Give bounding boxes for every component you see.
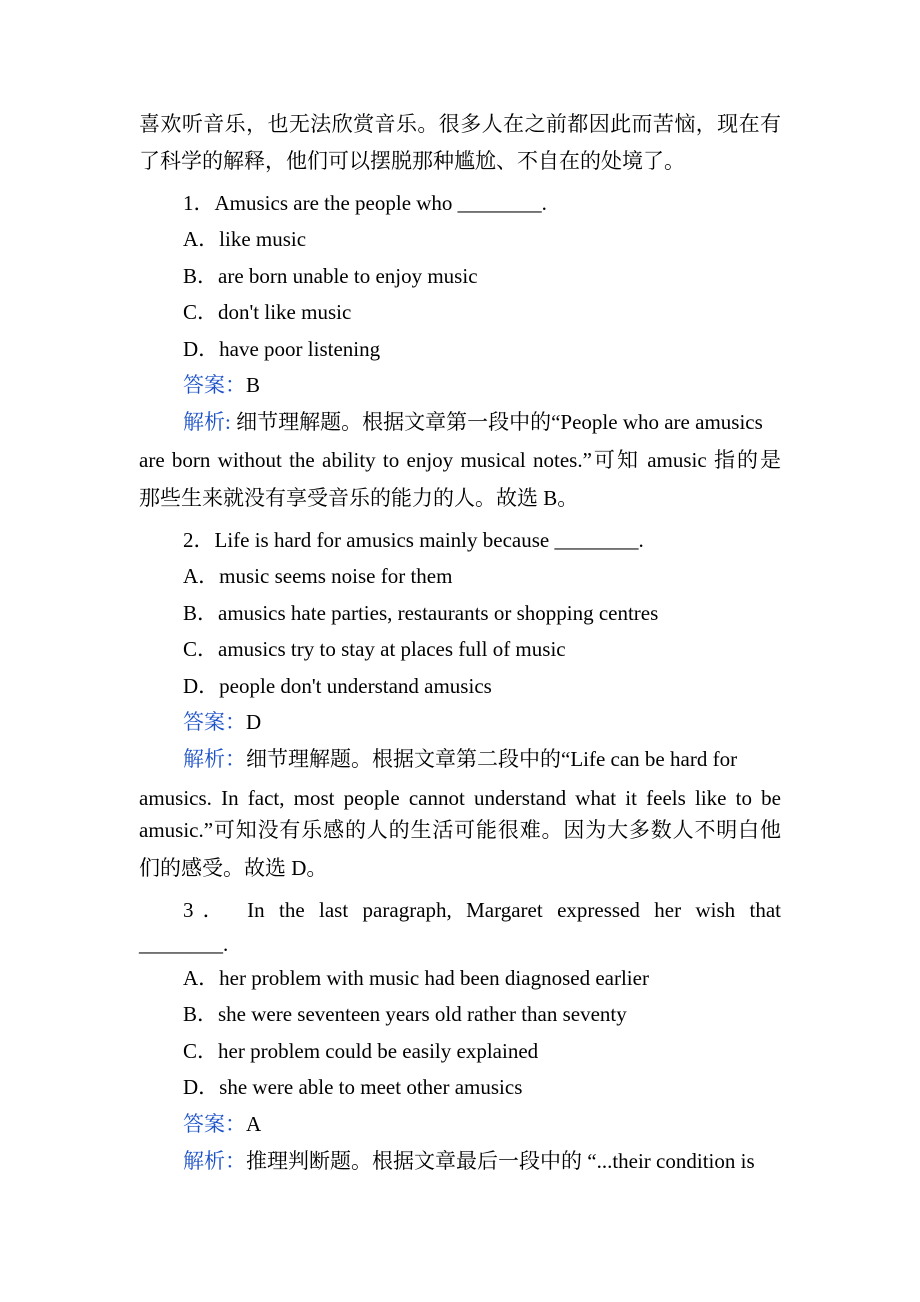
- answer-value: A: [246, 1112, 262, 1136]
- question-1-analysis-line-2: are born without the ability to enjoy musical notes.”可知 amusic 指的是: [139, 448, 781, 472]
- question-2-analysis-line-3: amusic.”可知没有乐感的人的生活可能很难。因为大多数人不明白他: [139, 818, 781, 842]
- question-3-option-a: A．her problem with music had been diagnosed earlier: [183, 966, 649, 990]
- question-1-answer: [183, 371, 260, 399]
- question-2-option-b: B．amusics hate parties, restaurants or shopping centres: [183, 601, 659, 625]
- question-2-option-a: A．music seems noise for them: [183, 564, 453, 588]
- question-3-stem-line-1: 3． In the last paragraph, Margaret expressed her wish that: [183, 898, 781, 922]
- answer-value: B: [246, 373, 261, 397]
- question-3-analysis-line-1: [183, 1147, 781, 1175]
- question-3-answer: [183, 1110, 261, 1138]
- question-3-stem-line-2: ________.: [139, 932, 229, 956]
- question-2-analysis-line-2: amusics. In fact, most people cannot understand what it feels like to be: [139, 786, 781, 810]
- question-2-option-c: C．amusics try to stay at places full of music: [183, 637, 566, 661]
- question-1-option-d: D．have poor listening: [183, 337, 381, 361]
- question-1-analysis-line-1: [183, 408, 781, 436]
- question-2-analysis-line-1: [183, 745, 781, 773]
- analysis-text: 细节理解题。根据文章第一段中的“People who are amusics: [236, 410, 763, 434]
- question-2-stem: 2．Life is hard for amusics mainly because ________.: [183, 528, 644, 552]
- answer-value: D: [246, 710, 262, 734]
- answer-label: 答案：: [183, 1112, 246, 1136]
- intro-line-2: 了科学的解释，他们可以摆脱那种尴尬、不自在的处境了。: [139, 149, 685, 173]
- analysis-label: 解析：: [183, 1149, 246, 1173]
- analysis-text: 细节理解题。根据文章第二段中的“Life can be hard for: [246, 747, 738, 771]
- question-2-option-d: D．people don't understand amusics: [183, 674, 492, 698]
- intro-line-1: 喜欢听音乐，也无法欣赏音乐。很多人在之前都因此而苦恼，现在有: [139, 112, 781, 136]
- question-3-option-d: D．she were able to meet other amusics: [183, 1075, 523, 1099]
- question-2-analysis-line-4: 们的感受。故选 D。: [139, 856, 328, 880]
- question-1-option-b: B．are born unable to enjoy music: [183, 264, 478, 288]
- question-3-option-b: B．she were seventeen years old rather than seventy: [183, 1002, 627, 1026]
- answer-label: 答案：: [183, 373, 246, 397]
- analysis-text: 推理判断题。根据文章最后一段中的 “...their condition is: [246, 1149, 755, 1173]
- question-1-option-c: C．don't like music: [183, 300, 352, 324]
- question-1-option-a: A．like music: [183, 227, 307, 251]
- question-1-stem: 1．Amusics are the people who ________.: [183, 191, 547, 215]
- question-3-option-c: C．her problem could be easily explained: [183, 1039, 539, 1063]
- analysis-label: 解析：: [183, 747, 246, 771]
- answer-label: 答案：: [183, 710, 246, 734]
- analysis-label: 解析:: [183, 410, 231, 434]
- question-2-answer: [183, 708, 261, 736]
- question-1-analysis-line-3: 那些生来就没有享受音乐的能力的人。故选 B。: [139, 486, 579, 510]
